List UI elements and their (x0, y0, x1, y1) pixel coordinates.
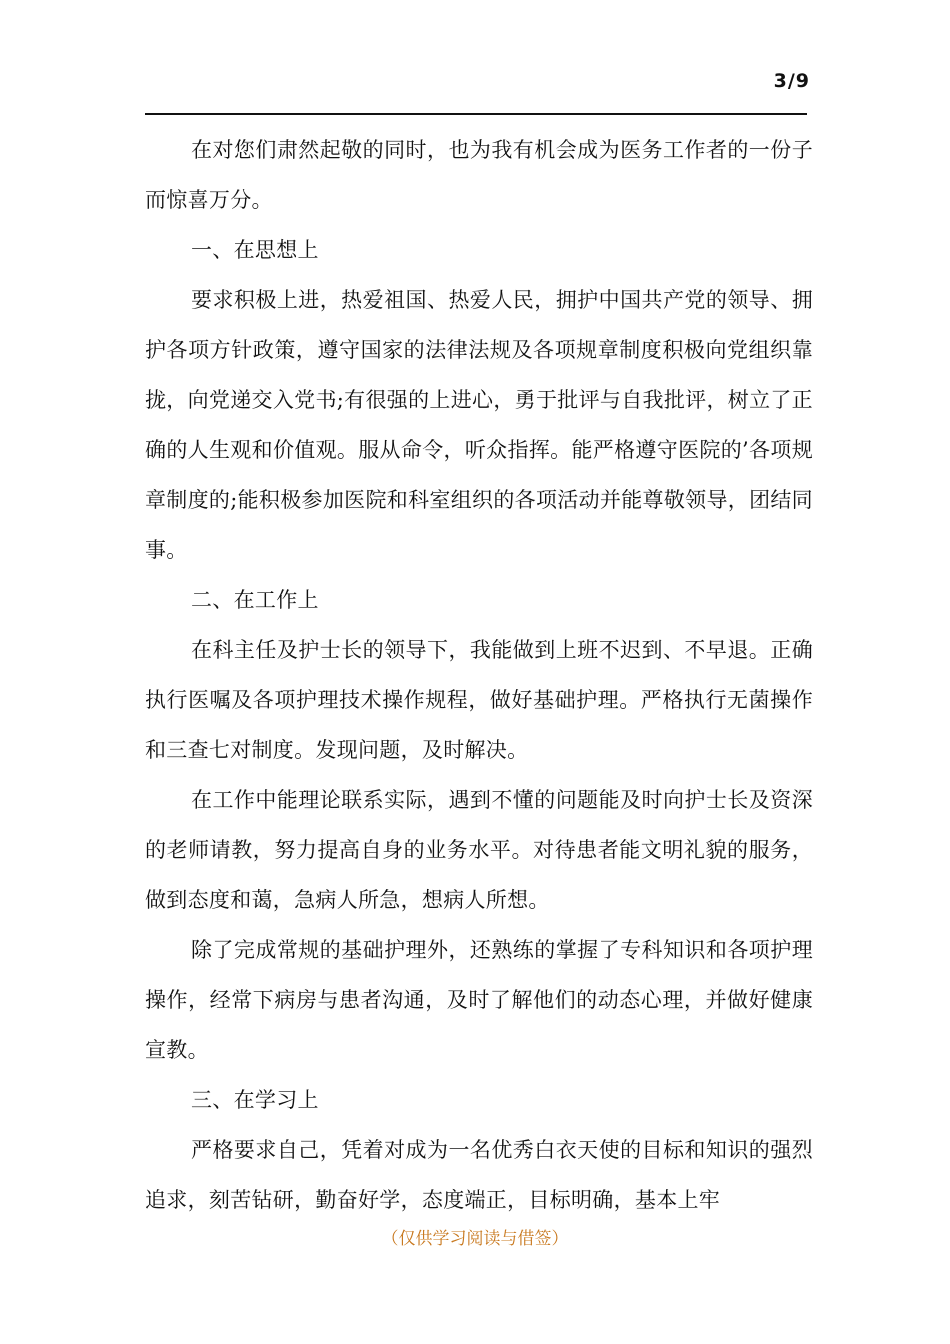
paragraph-study: 严格要求自己，凭着对成为一名优秀白衣天使的目标和知识的强烈追求，刻苦钻研，勤奋好学，态度端正，目标明确，基本上牢 (145, 1138, 813, 1212)
paragraph-thought: 要求积极上进，热爱祖国、热爱人民，拥护中国共产党的领导、拥护各项方针政策，遵守国家的法律法规及各项规章制度积极向党组织靠拢，向党递交入党书;有很强的上进心，勇于批评与自我批评，树立了正确的人生观和价值观。服从命令，听众指挥。能严格遵守医院的’各项规章制度的;能积极参加医院和科室组织的各项活动并能尊敬领导，团结同事。 (145, 288, 813, 562)
header-divider (145, 113, 807, 115)
section-heading-study: 三、在学习上 (191, 1088, 319, 1112)
paragraph-work-2: 在工作中能理论联系实际，遇到不懂的问题能及时向护士长及资深的老师请教，努力提高自身的业务水平。对待患者能文明礼貌的服务，做到态度和蔼，急病人所急，想病人所想。 (145, 788, 813, 912)
paragraph-work-3: 除了完成常规的基础护理外，还熟练的掌握了专科知识和各项护理操作，经常下病房与患者沟通，及时了解他们的动态心理，并做好健康宣教。 (145, 938, 813, 1062)
section-heading-thought: 一、在思想上 (191, 238, 319, 262)
footer-note: （仅供学习阅读与借签） (381, 1229, 569, 1249)
paragraph-work-1: 在科主任及护士长的领导下，我能做到上班不迟到、不早退。正确执行医嘱及各项护理技术操作规程，做好基础护理。严格执行无菌操作和三查七对制度。发现问题，及时解决。 (145, 638, 813, 762)
document-body (145, 125, 813, 1225)
page-number: 3/9 (773, 70, 810, 92)
paragraph-intro: 在对您们肃然起敬的同时，也为我有机会成为医务工作者的一份子而惊喜万分。 (145, 138, 813, 212)
section-heading-work: 二、在工作上 (191, 588, 319, 612)
